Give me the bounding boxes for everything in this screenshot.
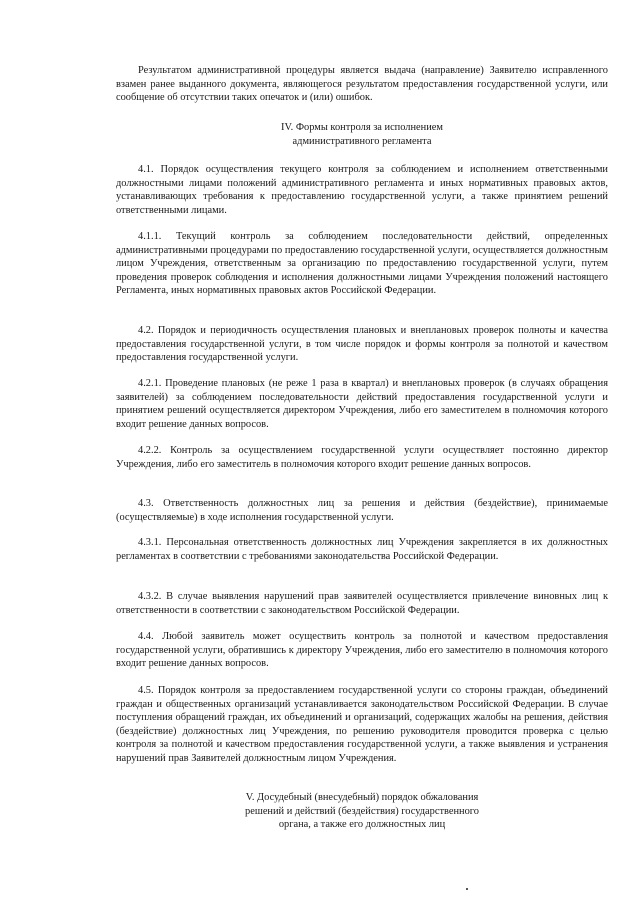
paragraph-4-2-1 <box>116 377 608 431</box>
scan-speck <box>466 888 468 890</box>
paragraph-4-3-1 <box>116 536 608 563</box>
paragraph-text: 4.1. Порядок осуществления текущего контроля за соблюдением и исполнением ответственными должностными лицами положений административного регламента и иных нормативных правовых актов, устанавливающих требования к предоставлению государственной услуги, а также принятием решений ответственными лицами. <box>116 164 608 216</box>
paragraph-text: 4.2. Порядок и периодичность осуществления плановых и внеплановых проверок полноты и качества предоставления государственной услуги, в том числе порядок и формы контроля за полнотой и качеством предоставления государственной услуги. <box>116 325 608 364</box>
paragraph-text: 4.1.1. Текущий контроль за соблюдением последовательности действий, определенных административными процедурами по предоставлению государственной услуги, осуществляется должностным лицом Учреждения, ответственным за организацию по предоставлению государственной услуги, путем проведения проверок соблюдения и исполнения должностными лицами Учреждения положений настоящего Регламента, иных нормативных правовых актов Российской Федерации. <box>116 231 608 297</box>
paragraph-result <box>116 64 608 105</box>
section-5-heading-line: решений и действий (бездействия) государственного <box>245 805 479 817</box>
paragraph-text: 4.3. Ответственность должностных лиц за решения и действия (бездействие), принимаемые (осуществляемые) в ходе исполнения государственной услуги. <box>116 498 608 523</box>
paragraph-4-1 <box>116 163 608 217</box>
paragraph-text: 4.5. Порядок контроля за предоставлением государственной услуги со стороны граждан, объединений граждан и общественных организаций устанавливается законодательством Российской Федерации. В случае поступления обращений граждан, их объединений и организаций, содержащих жалобы на решения, действия (бездействие) должностных лиц Учреждения, по решению руководителя проводится проверка с целью контроля за полнотой и качеством предоставления государственной услуги, а также выявления и устранения нарушений прав Заявителей должностным лицом Учреждения. <box>116 685 608 764</box>
paragraph-4-2 <box>116 324 608 365</box>
section-5-heading-line: V. Досудебный (внесудебный) порядок обжалования <box>245 792 479 803</box>
paragraph-4-4 <box>116 630 608 671</box>
paragraph-text: Результатом административной процедуры является выдача (направление) Заявителю исправленного взамен ранее выданного документа, являющегося результатом предоставления государственной услуги, или сообщение об отсутствии таких опечаток и (или) ошибок. <box>116 65 608 104</box>
section-4-heading-line: административного регламента <box>292 135 432 147</box>
paragraph-4-2-2 <box>116 444 608 471</box>
paragraph-4-3-2 <box>116 590 608 617</box>
paragraph-4-3 <box>116 497 608 524</box>
paragraph-text: 4.3.2. В случае выявления нарушений прав заявителей осуществляется привлечение виновных лиц к ответственности в соответствии с законодательством Российской Федерации. <box>116 591 608 616</box>
paragraph-text: 4.2.2. Контроль за осуществлением государственной услуги осуществляет постоянно директор Учреждения, либо его заместитель в полномочия которого входит решение данных вопросов. <box>116 445 608 470</box>
section-4-heading <box>116 121 608 148</box>
paragraph-text: 4.3.1. Персональная ответственность должностных лиц Учреждения закрепляется в их должностных регламентах в соответствии с требованиями законодательства Российской Федерации. <box>116 537 608 562</box>
paragraph-text: 4.4. Любой заявитель может осуществить контроль за полнотой и качеством предоставления государственной услуги, обратившись к директору Учреждения, либо его заместителю в полномочия которого входит решение данных вопросов. <box>116 631 608 670</box>
section-4-heading-line: IV. Формы контроля за исполнением <box>281 122 443 133</box>
paragraph-4-1-1 <box>116 230 608 298</box>
paragraph-4-5 <box>116 684 608 766</box>
section-5-heading-line: органа, а также его должностных лиц <box>278 819 446 831</box>
section-5-heading <box>116 791 608 832</box>
paragraph-text: 4.2.1. Проведение плановых (не реже 1 раза в квартал) и внеплановых проверок (в случаях обращения заявителей) за соблюдением последовательности действий предоставления государственной услуги и принятием решений осуществляется директором Учреждения, либо его заместителем в полномочия которого входит решение данных вопросов. <box>116 378 608 430</box>
